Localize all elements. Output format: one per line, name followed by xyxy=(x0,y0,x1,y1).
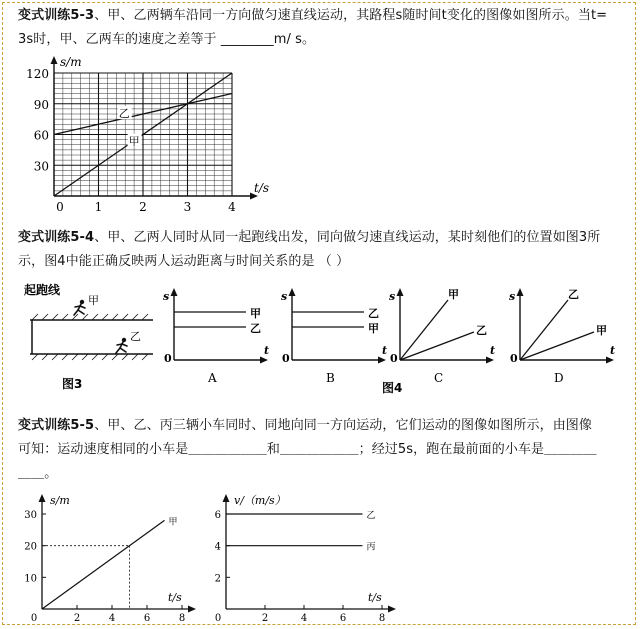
panel-option-letter: D xyxy=(554,371,564,385)
panel-x-arrow xyxy=(486,357,494,364)
figure-4-options xyxy=(160,280,630,395)
answer-blank[interactable]: ________ xyxy=(220,32,274,47)
x-tick-label: 6 xyxy=(143,613,151,624)
y-axis-arrow xyxy=(223,494,230,502)
panel-origin: 0 xyxy=(390,352,398,365)
y-axis-label: s/m xyxy=(50,494,70,507)
problem-5-3-text xyxy=(18,4,630,52)
x-tick-label: 0 xyxy=(214,613,222,624)
panel-line-label: 乙 xyxy=(568,288,579,301)
problem-5-5-text xyxy=(18,414,630,486)
problem-text: 可知：运动速度相同的小车是＿＿＿＿＿＿和＿＿＿＿＿＿；经过5s，跑在最前面的小车是＿＿＿＿ xyxy=(18,442,597,457)
y-tick-label: 30 xyxy=(24,510,37,521)
panel-line-label: 乙 xyxy=(476,324,487,337)
y-tick-label: 20 xyxy=(24,541,37,553)
panel-x-arrow xyxy=(606,357,614,364)
y-tick-label: 4 xyxy=(214,541,221,553)
panel-t-label: t xyxy=(490,344,496,357)
panel-y-arrow xyxy=(517,288,524,296)
panel-t-label: t xyxy=(264,344,270,357)
problem-text: ＿＿。 xyxy=(18,466,58,481)
panel-s-label: s xyxy=(163,290,170,303)
x-tick-label: 3 xyxy=(183,200,192,214)
y-tick-label: 60 xyxy=(33,128,49,143)
figure-caption: 图4 xyxy=(382,381,403,395)
panel-t-label: t xyxy=(610,344,616,357)
x-tick-label: 6 xyxy=(339,613,347,624)
panel-origin: 0 xyxy=(164,352,172,365)
x-tick-label: 8 xyxy=(178,613,186,624)
series-label: 丙 xyxy=(366,542,376,553)
x-tick-label: 4 xyxy=(300,613,308,624)
y-axis-label: s/m xyxy=(60,55,82,69)
panel-y-arrow xyxy=(397,288,404,296)
chart-5-3-st-graph xyxy=(18,54,286,216)
y-tick-label: 6 xyxy=(214,510,221,521)
problem-text: 3s时，甲、乙两车的速度之差等于 xyxy=(18,32,221,47)
problem-text: 、甲、乙两辆车沿同一方向做匀速直线运动，其路程s随时间t变化的图像如图所示。当t= xyxy=(94,8,608,23)
series-label: 甲 xyxy=(168,517,178,528)
x-axis-label: t/s xyxy=(168,591,182,604)
panel-origin: 0 xyxy=(282,352,290,365)
runner-icon xyxy=(116,338,127,353)
series-line xyxy=(42,520,165,609)
x-tick-label: 1 xyxy=(94,200,103,214)
problem-label: 变式训练5-5 xyxy=(18,418,95,433)
track-top-hatching xyxy=(32,314,148,320)
x-tick-label: 0 xyxy=(30,613,38,624)
x-tick-label: 0 xyxy=(56,200,64,214)
problem-text: 、甲、乙两人同时从同一起跑线出发，同向做匀速直线运动，某时刻他们的位置如图3所 xyxy=(94,230,601,245)
panel-x-arrow xyxy=(260,357,268,364)
y-axis-arrow xyxy=(39,494,46,502)
y-tick-label: 10 xyxy=(24,573,37,585)
x-axis-label: t/s xyxy=(254,181,270,195)
y-tick-label: 120 xyxy=(26,67,49,81)
figure-caption: 图3 xyxy=(62,377,83,391)
figure-3-start-line xyxy=(18,280,158,392)
panel-line-label: 乙 xyxy=(250,322,261,335)
x-tick-label: 2 xyxy=(73,613,81,624)
y-tick-label: 30 xyxy=(33,159,49,174)
runner-label: 甲 xyxy=(88,294,99,307)
x-tick-label: 8 xyxy=(378,613,386,624)
panel-option-letter: B xyxy=(326,371,335,385)
track-bottom-hatching xyxy=(32,354,148,360)
panel-line-label: 甲 xyxy=(368,322,379,335)
panel-s-label: s xyxy=(389,290,396,303)
start-line-label: 起跑线 xyxy=(24,283,61,297)
problem-5-4-text xyxy=(18,226,630,274)
x-tick-label: 2 xyxy=(139,200,147,214)
x-tick-label: 4 xyxy=(228,200,236,214)
y-axis-label: v/（m/s） xyxy=(234,494,286,507)
x-axis-arrow xyxy=(388,606,396,613)
panel-line-label: 乙 xyxy=(368,307,379,320)
problem-text: 、甲、乙、丙三辆小车同时、同地向同一方向运动，它们运动的图像如图所示，由图像 xyxy=(94,418,592,433)
panel-x-arrow xyxy=(378,357,386,364)
x-tick-label: 4 xyxy=(108,613,116,624)
y-axis-arrow xyxy=(51,56,58,64)
panel-origin: 0 xyxy=(510,352,518,365)
runner-icon xyxy=(74,300,85,315)
panel-line-label: 甲 xyxy=(596,324,607,337)
chart-5-5-vt-graph xyxy=(208,490,413,624)
problem-text: 示，图4中能正确反映两人运动距离与时间关系的是 （ ） xyxy=(18,254,350,269)
x-tick-label: 2 xyxy=(261,613,269,624)
x-axis-arrow xyxy=(188,606,196,613)
panel-y-arrow xyxy=(289,288,296,296)
chart-5-5-st-graph xyxy=(18,490,208,624)
series-label: 甲 xyxy=(128,134,140,148)
panel-line-label: 甲 xyxy=(448,288,459,301)
y-tick-label: 2 xyxy=(214,573,221,585)
series-label: 乙 xyxy=(366,511,376,521)
panel-option-letter: C xyxy=(434,371,444,385)
runner-label: 乙 xyxy=(130,330,141,343)
panel-t-label: t xyxy=(382,344,388,357)
problem-label: 变式训练5-4 xyxy=(18,230,95,245)
panel-s-label: s xyxy=(509,290,516,303)
panel-s-label: s xyxy=(281,290,288,303)
series-label: 乙 xyxy=(118,107,130,121)
y-tick-label: 90 xyxy=(33,97,49,112)
problem-label: 变式训练5-3 xyxy=(18,8,95,23)
panel-y-arrow xyxy=(171,288,178,296)
panel-line-label: 甲 xyxy=(250,307,261,320)
x-axis-label: t/s xyxy=(368,591,382,604)
panel-option-letter: A xyxy=(208,371,217,385)
unit-text: m/ s。 xyxy=(273,32,316,47)
